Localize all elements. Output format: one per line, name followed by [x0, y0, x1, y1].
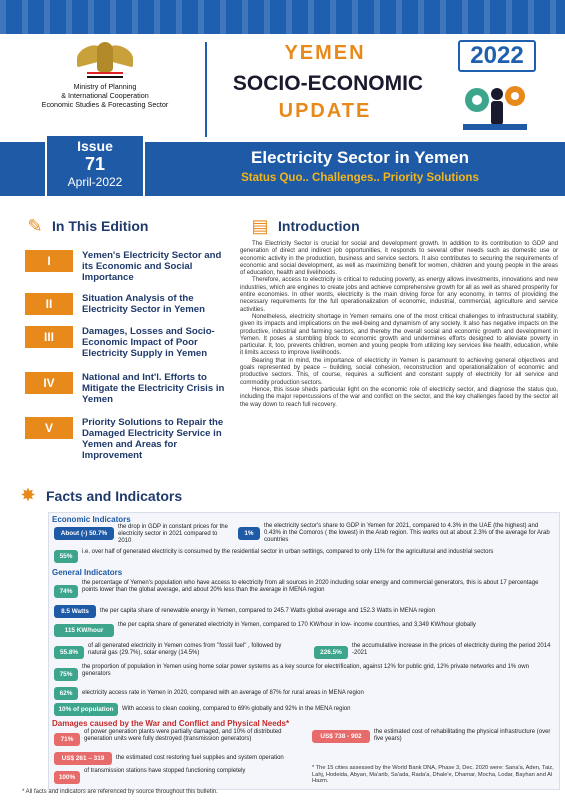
book-reader-icon: ✎	[27, 216, 43, 236]
intro-paragraph-3: Nonetheless, electricity shortage in Yemen remains one of the most critical challenges to infrastructural stability, given its impacts and implications on the well-being and dynamism of any society. It also has negative impacts on the productive, industrial and farming sectors, and thereby the overall social and economic growth and development in Yemen. It poses a stumbling block to economic growth and undermines efforts designed to alleviate poverty in particular. It, too, prevents children, women and young people from utilizing key services like health, education, while it limits access to improve livelihoods.	[240, 312, 558, 357]
ministry-line-1: Ministry of Planning	[73, 82, 137, 91]
toc-num-3: III	[25, 326, 73, 348]
toc-num-4: IV	[25, 372, 73, 394]
footnote: * All facts and indicators are referenced by source throughout this bulletin.	[22, 789, 218, 795]
businessman-gears-icon	[455, 80, 535, 135]
fact-text-per-capita: the per capita share of generated electricity in Yemen, compared to 170 KW/hour in low- income countries, and 3,349 KW/hour globally	[118, 622, 476, 628]
top-decorative-band	[0, 0, 565, 34]
fact-text-solar: the proportion of population in Yemen using home solar power systems as a key source for electrification, against 12% for public grid, 12% private networks and 1% own generators	[82, 664, 529, 677]
fact-text-price-increase: the accumulative increase in the prices of electricity during the period 2014 -2021	[352, 643, 551, 656]
issue-label: Issue	[77, 138, 113, 154]
facts-heading: Facts and Indicators	[46, 488, 183, 504]
ministry-block	[10, 40, 200, 135]
toc-text-5: Priority Solutions to Repair the Damaged Electricity Service in Yemen and Areas for Improvement	[82, 417, 224, 461]
fact-text-gdp-share: the electricity sector's share to GDP in Yemen for 2021, compared to 4.3% in the UAE (the highest) and 0.43% in the Comoros ( the lowest) in the Arab region. This works out at about 2.3% of the average for Arab countries	[264, 523, 550, 543]
fact-pill-renewable: 8.5 Watts	[54, 605, 96, 618]
fact-pill-solar: 75%	[54, 668, 78, 681]
damages-label: Damages caused by the War and Conflict and Physical Needs*	[52, 719, 290, 728]
toc-num-5: V	[25, 417, 73, 439]
fact-pill-fuel-cost: US$ 261 – 319	[54, 752, 112, 765]
header-divider	[205, 42, 207, 137]
fact-pill-residential: 55%	[54, 550, 78, 563]
fact-text-gdp-drop: the drop in GDP in constant prices for the electricity sector in 2021 compared to 2010	[118, 524, 228, 544]
intro-heading: Introduction	[278, 218, 360, 234]
year-badge: 2022	[458, 40, 536, 72]
fact-pill-plants-damaged: 71%	[54, 733, 80, 746]
ministry-line-2: & International Cooperation	[61, 91, 149, 100]
toc-text-4: National and Int'l. Efforts to Mitigate the Electricity Crisis in Yemen	[82, 372, 225, 405]
fact-text-renewable: the per capita share of renewable energy in Yemen, compared to 245.7 Watts global average and 152.3 Watts in MENA region	[100, 608, 436, 614]
fact-pill-rehab-cost: US$ 738 - 902	[312, 730, 370, 743]
document-icon: ▤	[251, 216, 269, 236]
economic-indicators-label: Economic Indicators	[52, 515, 131, 524]
intro-paragraph-5: Hence, this issue sheds particular light on the economic role of electricity sector, and diagnose the status quo, including the major repercussions of the war and conflict on the sector, and the key challenges faced by the sector all the way down to reach full recovery.	[240, 385, 558, 408]
fact-pill-price-increase: 226.5%	[314, 646, 348, 659]
fact-text-access-rate: electricity access rate in Yemen in 2020, compared with an average of 87% for rural areas in MENA region	[82, 690, 364, 696]
fact-pill-access: 74%	[54, 585, 78, 598]
fact-pill-gdp-share: 1%	[238, 527, 260, 540]
network-icon: ✸	[20, 485, 36, 505]
edition-heading: In This Edition	[52, 218, 149, 234]
ministry-line-3: Economic Studies & Forecasting Sector	[41, 100, 169, 109]
intro-paragraph-2: Therefore, access to electricity is critical to reducing poverty, as energy allows investments, innovations and new industries, which are engines to create jobs and achieve comprehensive growth for all as well as shared prosperity for entire economies. In other words, electricity is the main driving force for any economy, in terms of providing the necessary requirements for the full operationalization of economic, industrial, commercial, agriculture and service activities.	[240, 276, 558, 313]
fact-text-transmission: of transmission stations have stopped functioning completely	[84, 768, 246, 774]
intro-body	[240, 240, 558, 408]
banner-subtitle: Status Quo.. Challenges.. Priority Solutions	[241, 172, 479, 184]
toc-num-1: I	[25, 250, 73, 272]
fact-pill-per-capita: 115 KW/hour	[54, 624, 114, 637]
title-update: UPDATE	[278, 100, 372, 122]
fact-pill-clean-cooking: 10% of population	[54, 703, 118, 716]
title-socio-economic: SOCIO-ECONOMIC	[232, 72, 424, 95]
fact-text-rehab-cost: the estimated cost of rehabilitating the physical infrastructure (over five years)	[374, 729, 551, 742]
fact-text-plants-damaged: of power generation plants were partially damaged, and 10% of distributed generation units were fully destroyed (transmission generators)	[84, 729, 282, 742]
title-yemen: YEMEN	[284, 42, 366, 64]
fact-text-clean-cooking: With access to clean cooking, compared to 69% globally and 92% in the MENA region	[122, 706, 351, 712]
issue-date: April-2022	[67, 175, 123, 189]
banner-title: Electricity Sector in Yemen	[251, 148, 469, 167]
yemen-emblem-icon	[77, 40, 133, 78]
fact-pill-transmission: 100%	[54, 771, 80, 784]
fact-text-fuel-cost: the estimated cost restoring fuel supplies and system operation	[116, 755, 284, 761]
issue-box	[45, 134, 145, 198]
fact-text-fossil: of all generated electricity in Yemen comes from "fossil fuel" , followed by natural gas (29.7%), solar energy (14.5%)	[88, 643, 282, 656]
fact-pill-fossil: 55.8%	[54, 646, 84, 659]
cities-note: * The 15 cities assessed by the World Bank DNA, Phase 3, Dec. 2020 were: Sana'a, Aden, Taiz, Lahj, Hodeida, Abyan, Ma'arib, Sa'ada, Rada'a, Dhale'e, Dhamar, Mocha, Lodar, Bayhan and Al Hazm.	[312, 765, 554, 785]
intro-paragraph-1: The Electricity Sector is crucial for social and development growth. In addition to its contribution to GDP and generation of direct and indirect job opportunities, it responds to several other needs such as domestic use or economic activity in the production, business and service sectors. It also contributes to securing the requirements of economic and social development, as well as maximizing benefit for women, children and young people in the areas of education, health and livelihoods.	[240, 240, 558, 277]
fact-pill-gdp-drop: About (-) 50.7%	[54, 527, 114, 540]
general-indicators-label: General Indicators	[52, 568, 123, 577]
fact-text-residential: i.e. over half of generated electricity is consumed by the residential sector in urban settings, compared to only 11% for the agricultural and industrial sectors	[82, 549, 494, 555]
toc-text-2: Situation Analysis of the Electricity Sector in Yemen	[82, 293, 205, 315]
intro-paragraph-4: Bearing that in mind, the importance of electricity in Yemen is paramount to achieving general objectives and goals represented by peace – building, social cohesion, reconstruction and operationalization of economic and productive sectors. This, of course, requires a sufficient and constant supply of electricity for all service and commodity production sectors.	[240, 356, 558, 386]
issue-number: 71	[84, 154, 106, 174]
fact-text-access: the percentage of Yemen's population who have access to electricity from all sources in 2020 including solar energy and commercial generators, this is about 17 percentage points lower than the global average, and about 20% less than the average in MENA region	[82, 580, 539, 593]
toc-text-1: Yemen's Electricity Sector and its Economic and Social Importance	[82, 250, 222, 283]
toc-text-3: Damages, Losses and Socio-Economic Impact of Poor Electricity Supply in Yemen	[82, 326, 215, 359]
toc-num-2: II	[25, 293, 73, 315]
fact-pill-access-rate: 62%	[54, 687, 78, 700]
